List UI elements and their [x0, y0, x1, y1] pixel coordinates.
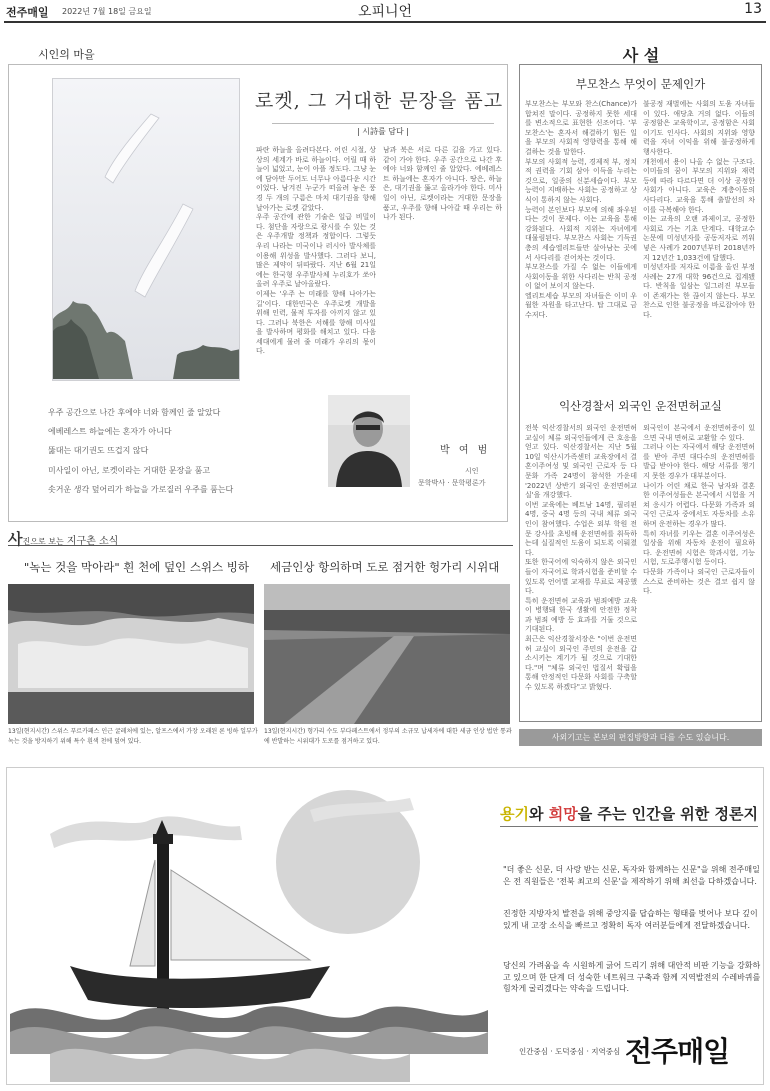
- editorial-title-1: 부모찬스 무엇이 문제인가: [575, 77, 706, 91]
- ad-headline: [500, 803, 758, 824]
- editorial-paragraph: 또한 한국어에 익숙하지 않은 외국인들이 자국어로 학과시험을 준비할 수 있도록 언어별 교재를 무료로 제공했다.: [525, 558, 637, 596]
- sky-rocket-photo: [52, 78, 240, 381]
- editorial-paragraph: 부모찬스는 부모와 찬스(Chance)가 합쳐진 말이다. 공정하지 못한 세대를 변소적으로 표현한 신조어다. '부모찬스'는 혼자서 해결하기 힘든 일을 부모의 사회적 영향력을 통해 해결하는 것을 말한다.: [525, 100, 637, 156]
- world-news-label-small: 진으로 보는: [22, 537, 64, 546]
- header-publication: 전주매일: [6, 6, 49, 19]
- ad-slogan: 인간중심 · 도덕중심 · 지역중심: [519, 1047, 621, 1056]
- editorial-paragraph: 부모찬스를 가질 수 없는 이들에게 사회이동을 위한 사다리는 반칙 공정이 없어 보이지 않는다.: [525, 263, 637, 291]
- ad-headline-courage: 용기: [500, 805, 529, 823]
- ship-pen-illustration: [10, 770, 488, 1082]
- poet-role: 시인: [465, 467, 479, 475]
- ad-paragraph-1: "더 좋은 신문, 더 사랑 받는 신문, 독자와 함께하는 신문"을 위해 전주매일은 전 직원들은 '전북 최고의 신문'을 제작하기 위해 최선을 다하겠습니다.: [503, 865, 760, 886]
- editorial-paragraph: 이는 교육의 오랜 과제이고, 공정한 사회로 가는 기초 단계다. 대학교수 논문에 미성년자를 공동저자로 끼워 넣은 사례가 2007년부터 2018년까지 12년간 1,033건에 달했다.: [643, 215, 755, 262]
- poem-line: 솟거운 생각 덮어리가 하늘을 가로질러 우주를 품는다: [48, 484, 234, 494]
- essay-paragraph: 파란 하늘을 올려다본다. 어린 시절, 상상의 세계가 바로 하늘이다. 어릴 때 하늘이 넓었고, 눈이 아플 정도다. 그냥 눈에 담아만 두어도 너무나 아름다운 시간이었다. 남겨진 누군가 떠올려 놓은 풍경 두 개의 구름은 마치 대기권을 향해 날아가는 로켓 같았다.: [256, 146, 376, 212]
- editorial-1-column-2: [643, 100, 755, 388]
- editorial-paragraph: 특히 운전면허 교육과 범죄예방 교육이 병행돼 한국 생활에 안전한 정착과 범죄 예방 등 효과를 거둘 것으로 기대된다.: [525, 596, 637, 634]
- header-section: 오피니언: [357, 4, 413, 20]
- news-caption-glacier: 13일(현지시간) 스위스 푸르카패스 인근 굴레처에 있는, 알프스에서 가장 오래된 론 빙하 일부가 녹는 것을 방지하기 위해 특수 흰색 천에 덮여 있다.: [8, 728, 258, 745]
- header-date: 2022년 7월 18일 금요일: [62, 7, 152, 16]
- editorial-paragraph: 부모의 사회적 능력, 경제적 부, 정치적 권력을 기회 삼아 이득을 누리는 것으로, 일종의 신분세습이다. 부모 능력이 지배하는 사회는 공정하고 상식이 통하지 않는 사회다.: [525, 157, 637, 204]
- world-news-label-initial: 사: [8, 530, 23, 548]
- editorial-section-title: 사 설: [622, 46, 660, 65]
- editorial-paragraph: 외국인이 본국에서 운전면허증이 있으면 국내 면허로 교환할 수 있다.: [643, 424, 755, 442]
- poem-title: 로켓, 그 거대한 문장을 품고: [255, 90, 504, 112]
- editorial-paragraph: 나이가 어린 채로 한국 남자와 결혼한 이주여성들은 본국에서 시험을 거쳐 응시가 어렵다. 다문화 가족과 외국인 근로자 중에서도 자동차를 소유하며 운전하는 경우가 많다.: [643, 481, 755, 528]
- page-header: [0, 0, 770, 22]
- poem-line: 뚫대는 대기권도 뜨겁지 않다: [48, 446, 149, 456]
- editorial-1-column-1: [525, 100, 637, 388]
- essay-paragraph: 우주 공간에 관한 기술은 일급 비밀이다. 첨단을 자랑으로 광시를 수 있는 것은 우주개발 정책과 정합이다. 그렇듯 우리 나라는 미국이나 러시아 발사체를 이용해 위성을 발사했다. 그러다 보니, 많은 제약이 뒤따랐다. 지난 6월 21일에는 한국형 우주발사체 누리호가 쏘아 올려 우주로 날아올랐다.: [256, 213, 376, 289]
- ad-paragraph-3: 당신의 가려움을 속 시원하게 긁어 드리기 위해 대안적 비판 기능을 강화하고 있으며 한 단계 더 성숙한 네트워크 구축과 함께 지역발전의 수레바퀴를 힘차게 굴리겠다는 약속을 드립니다.: [503, 961, 761, 993]
- ad-headline-rule: [500, 826, 758, 827]
- ad-logo: 전주매일: [625, 1035, 730, 1068]
- poetry-section-tag: 시인의 마을: [38, 48, 95, 61]
- editorial-paragraph: 그러나 이는 자국에서 해당 운전면허를 받아 주면 대다수의 운전면허를 발급 받아야 한다. 해당 서류를 챙기지 못한 경우가 대부분이다.: [643, 443, 755, 480]
- header-rule: [4, 21, 766, 23]
- poem-subtitle-rule: [272, 123, 494, 124]
- editorial-disclaimer: 사외기고는 본보의 편집방향과 다를 수도 있습니다.: [519, 729, 762, 746]
- editorial-paragraph: 이번 교육에는 베트남 14명, 필리핀 4명, 중국 4명 등의 국내 체류 외국인이 참여했다. 수업은 외부 학원 전문 강사를 초빙해 운전면허를 취득하는데 실질적인 도움이 되도록 이뤄졌다.: [525, 500, 637, 557]
- editorial-2-column-1: [525, 424, 637, 714]
- ad-headline-hope: 희망: [548, 805, 578, 823]
- poem-subtitle: | 시詩를 담다 |: [357, 127, 409, 136]
- poem-essay-column-2: [383, 146, 502, 370]
- editorial-paragraph: 전북 익산경찰서의 외국인 운전면허 교실이 체류 외국인들에게 큰 호응을 얻고 있다. 익산경찰서는 지난 5월 10일 익산시가족센터 교육장에서 결혼이주여성 및 외국인 근로자 등 다문화 가족 24명이 참석한 가운데 '2022년 상반기 외국인 운전면허교실'을 개강했다.: [525, 424, 637, 500]
- poem-line: 에베레스트 하늘에는 혼자가 아니다: [48, 427, 172, 437]
- editorial-paragraph: 엘리트세습 부모의 자녀들은 이미 우월한 자원을 타고난다. 탑 그대로 금수저다.: [525, 291, 637, 320]
- news-title-protest: 세금인상 항의하며 도로 점거한 헝가리 시위대: [270, 560, 500, 574]
- editorial-paragraph: 개천에서 용이 나올 수 없는 구조다. 이미들의 꿈이 부모의 지위와 재력 등에 따라 다르다면 더 이상 공정한 사회가 아니다. 교육은 계층이동의 사다리다. 교육을 통해 출발선의 차이를 극복해야 한다.: [643, 157, 755, 214]
- header-page-number: 13: [744, 1, 762, 17]
- editorial-paragraph: 최근은 익산경찰서장은 "이번 운전면허 교실이 외국인 주민의 운전을 갑소시키는 계기가 될 것으로 기대한다."며 "체류 외국인 법질서 확립을 통해 안정적인 다문화 사회를 구축할 수 있도록 하겠다"고 밝혔다.: [525, 635, 637, 692]
- poem-line: 우주 공간으로 나간 후에야 너와 함께인 줄 알았다: [48, 408, 221, 417]
- protest-photo: [264, 584, 510, 724]
- world-news-label-rest: 지구촌 소식: [63, 536, 119, 547]
- editorial-paragraph: 다문화 가족이나 외국인 근로자들이 스스로 준비하는 것은 결코 쉽지 않다.: [643, 567, 755, 596]
- editorial-paragraph: 미성년자를 저자로 이름을 올린 부정 사례는 27개 대학 96건으로 집계됐다. 반칙을 일삼는 일그러진 부모들이 존재가는 한 끊이지 않는다. 부모찬스로 인한 불공정을 바로잡아야 한다.: [643, 263, 755, 320]
- glacier-photo: [8, 584, 254, 724]
- editorial-2-column-2: [643, 424, 755, 714]
- editorial-paragraph: 능력이 본인보다 부모에 의해 좌우된다는 것이 문제다. 이는 교육을 통해 강화된다. 사회적 지위는 자녀에게 대물림된다. 부모찬스 사회는 기득권층의 세습엘리트들만 살아남는 곳에서 사다리를 걷어차는 것이다.: [525, 205, 637, 262]
- essay-paragraph: 남과 북은 서로 다른 길을 가고 있다. 같이 가야 한다. 우주 공간으로 나간 후에야 너와 함께인 줄 알았다. 에베레스트 하늘에는 혼자가 아니다. 땅은, 하늘은, 대기권을 뚫고 올라가야 한다. 미사일이 아닌, 로켓이라는 거대한 문장을 품고, 우주를 향해 나아갈 때 우리는 하나가 된다.: [383, 146, 502, 222]
- editorial-paragraph: 특히 자녀를 키우는 결혼 이주여성은 일상을 위해 자동차 운전이 필요하다. 운전면허 시험은 학과시험, 기능시험, 도로주행시험 등이다.: [643, 529, 755, 567]
- world-news-header: [8, 528, 512, 548]
- essay-paragraph: 이제는 '우주 는 미래를 향해 나아가는 길'이다. 대한민국은 우주로켓 개발을 위해 인력, 물적 투자를 아끼지 않고 있다. 그러나 북한은 서해를 향해 미사일을 발사하며 평화를 해치고 있다. 다음 세대에게 물려 줄 미래가 우리의 몫이다.: [256, 289, 376, 356]
- editorial-title-2: 익산경찰서 외국인 운전면허교실: [559, 399, 722, 413]
- news-title-glacier: "녹는 것을 막아라" 흰 천에 덮인 스위스 빙하: [24, 560, 250, 574]
- poet-name: 박 여 범: [440, 445, 491, 456]
- news-caption-protest: 13일(현지시간) 헝가리 수도 부다페스트에서 정부의 소규모 납세자에 대한 세금 인상 법안 통과에 반발하는 시위대가 도로를 점거하고 있다.: [264, 728, 512, 745]
- poet-credentials: 문학박사 · 문학평론가: [418, 479, 486, 487]
- editorial-paragraph: 불공정 재벌에는 사회의 도움 자녀들이 있다. 애당초 거의 없다. 이들의 공정함은 교육학이고, 공정함은 사회이기도 인사다. 사회의 지위와 영향력을 자녀 이익을 위해 불공정하게 행사한다.: [643, 100, 755, 156]
- poem-essay-column-1: [256, 146, 376, 370]
- ad-paragraph-2: 진정한 지방자치 발전을 위해 중앙지를 답습하는 형태를 벗어나 보다 깊이 있게 내 고장 소식을 빠르고 정확히 독자 여러분들에게 전달하겠습니다.: [503, 909, 758, 930]
- poem-lines: [48, 403, 288, 499]
- ad-headline-rest: 을 주는 인간을 위한 정론지: [577, 805, 758, 823]
- poem-line: 미사일이 아닌, 로켓이라는 거대한 문장을 품고: [48, 465, 211, 475]
- ad-headline-and: 와: [528, 805, 549, 823]
- poet-portrait: [328, 395, 410, 487]
